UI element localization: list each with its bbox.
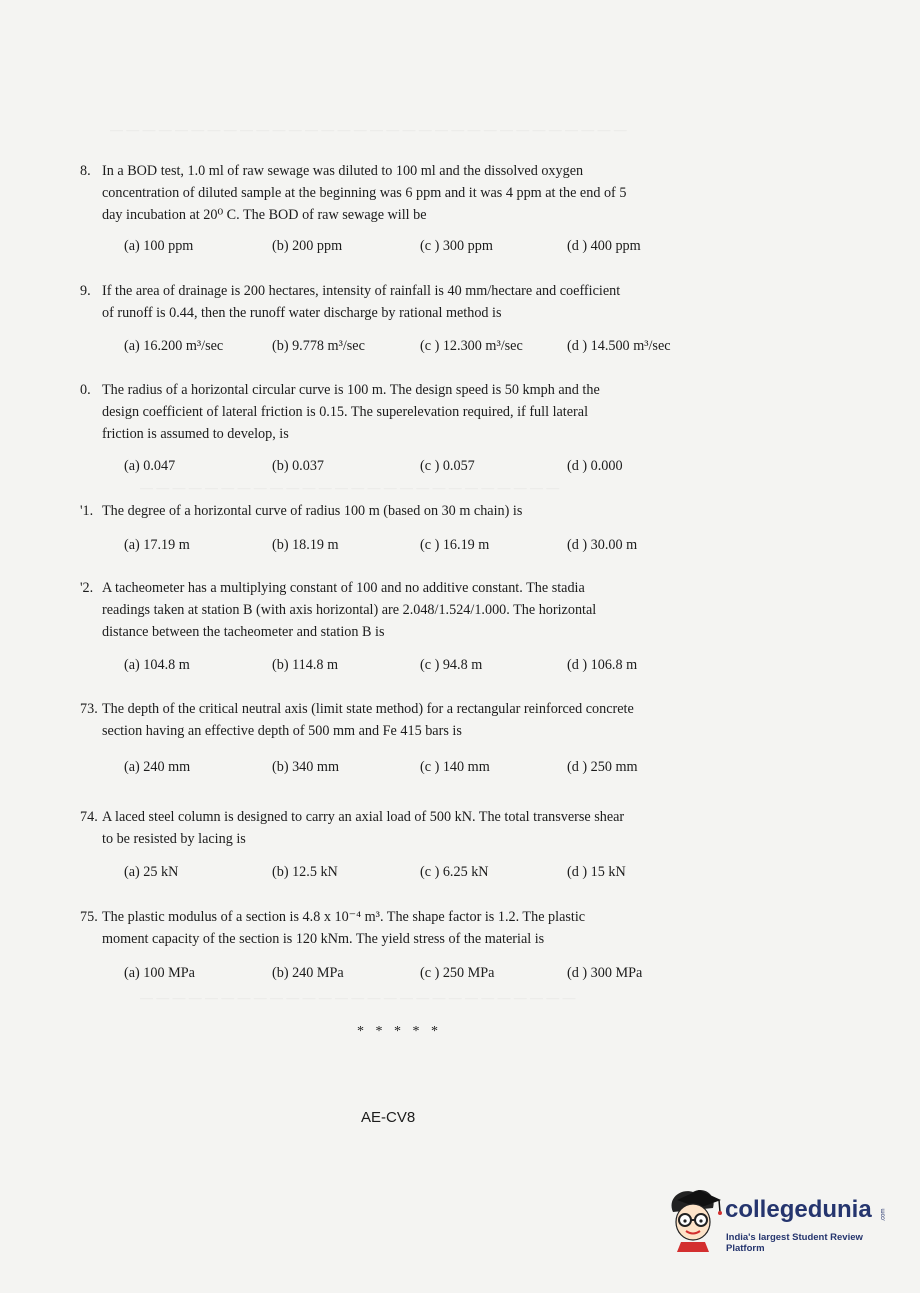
question-74 [80, 806, 720, 850]
question-text: A laced steel column is designed to carry an axial load of 500 kN. The total transverse shear [102, 809, 625, 825]
question-72 [80, 577, 720, 643]
question-text: The radius of a horizontal circular curve is 100 m. The design speed is 50 kmph and the [102, 382, 600, 398]
question-number: 8. [80, 163, 91, 179]
option-a[interactable]: (a) 25 kN [124, 864, 179, 880]
option-c[interactable]: (c ) 250 MPa [420, 965, 495, 981]
question-number: 75. [80, 909, 98, 925]
question-number: 0. [80, 382, 91, 398]
option-a[interactable]: (a) 100 ppm [124, 238, 194, 254]
logo-domain-suffix: .com [880, 1208, 887, 1222]
student-mascot-icon [663, 1186, 725, 1256]
option-d[interactable]: (d ) 300 MPa [567, 965, 643, 981]
question-text: of runoff is 0.44, then the runoff water discharge by rational method is [102, 305, 502, 321]
option-d[interactable]: (d ) 106.8 m [567, 657, 638, 673]
question-text: The depth of the critical neutral axis (limit state method) for a rectangular reinforced concrete [102, 701, 634, 717]
option-a[interactable]: (a) 17.19 m [124, 537, 190, 553]
option-d[interactable]: (d ) 0.000 [567, 458, 623, 474]
paper-code: AE-CV8 [361, 1109, 416, 1126]
option-c[interactable]: (c ) 0.057 [420, 458, 475, 474]
option-b[interactable]: (b) 9.778 m³/sec [272, 338, 365, 354]
question-number: '1. [80, 503, 94, 519]
collegedunia-logo[interactable] [663, 1186, 893, 1256]
question-text: A tacheometer has a multiplying constant of 100 and no additive constant. The stadia [102, 580, 585, 596]
option-b[interactable]: (b) 18.19 m [272, 537, 339, 553]
option-b[interactable]: (b) 0.037 [272, 458, 325, 474]
question-text: friction is assumed to develop, is [102, 426, 289, 442]
question-text: distance between the tacheometer and station B is [102, 624, 385, 640]
question-number: '2. [80, 580, 94, 596]
bleed-through-text: — — — — — — — — — — — — — — — — — — — — — — — — — — [140, 480, 560, 495]
option-d[interactable]: (d ) 30.00 m [567, 537, 638, 553]
bleed-through-text: — — — — — — — — — — — — — — — — — — — — — — — — — — — [140, 990, 576, 1005]
option-a[interactable]: (a) 104.8 m [124, 657, 190, 673]
option-b[interactable]: (b) 200 ppm [272, 238, 343, 254]
question-text: section having an effective depth of 500 mm and Fe 415 bars is [102, 723, 462, 739]
question-number: 9. [80, 283, 91, 299]
option-c[interactable]: (c ) 300 ppm [420, 238, 493, 254]
question-text: to be resisted by lacing is [102, 831, 246, 847]
question-text: If the area of drainage is 200 hectares, intensity of rainfall is 40 mm/hectare and coefficient [102, 283, 621, 299]
question-text: readings taken at station B (with axis horizontal) are 2.048/1.524/1.000. The horizontal [102, 602, 597, 618]
option-a[interactable]: (a) 100 MPa [124, 965, 195, 981]
option-b[interactable]: (b) 240 MPa [272, 965, 344, 981]
option-c[interactable]: (c ) 140 mm [420, 759, 490, 775]
option-c[interactable]: (c ) 16.19 m [420, 537, 490, 553]
option-b[interactable]: (b) 340 mm [272, 759, 339, 775]
question-text: The degree of a horizontal curve of radius 100 m (based on 30 m chain) is [102, 503, 523, 519]
question-text: day incubation at 20⁰ C. The BOD of raw sewage will be [102, 207, 427, 223]
option-c[interactable]: (c ) 94.8 m [420, 657, 483, 673]
option-d[interactable]: (d ) 14.500 m³/sec [567, 338, 671, 354]
logo-tagline: India's largest Student Review Platform [726, 1232, 863, 1254]
question-73 [80, 698, 720, 742]
option-b[interactable]: (b) 114.8 m [272, 657, 339, 673]
option-d[interactable]: (d ) 250 mm [567, 759, 638, 775]
option-c[interactable]: (c ) 12.300 m³/sec [420, 338, 523, 354]
question-75 [80, 906, 720, 950]
question-71 [80, 500, 720, 522]
question-8 [80, 160, 720, 226]
question-number: 73. [80, 701, 98, 717]
question-70 [80, 379, 720, 445]
logo-wordmark: collegedunia [725, 1196, 872, 1223]
question-text: design coefficient of lateral friction is 0.15. The superelevation required, if full lateral [102, 404, 589, 420]
option-a[interactable]: (a) 0.047 [124, 458, 176, 474]
option-d[interactable]: (d ) 15 kN [567, 864, 626, 880]
question-9 [80, 280, 720, 324]
option-a[interactable]: (a) 240 mm [124, 759, 191, 775]
option-c[interactable]: (c ) 6.25 kN [420, 864, 489, 880]
option-d[interactable]: (d ) 400 ppm [567, 238, 641, 254]
bleed-through-text: — — — — — — — — — — — — — — — — — — — — — — — — — — — — — — — — [110, 122, 627, 137]
question-number: 74. [80, 809, 98, 825]
option-b[interactable]: (b) 12.5 kN [272, 864, 338, 880]
question-text: moment capacity of the section is 120 kNm. The yield stress of the material is [102, 931, 545, 947]
option-a[interactable]: (a) 16.200 m³/sec [124, 338, 224, 354]
question-text: concentration of diluted sample at the beginning was 6 ppm and it was 4 ppm at the end of 5 [102, 185, 627, 201]
question-text: The plastic modulus of a section is 4.8 x 10⁻⁴ m³. The shape factor is 1.2. The plastic [102, 909, 586, 925]
end-marker: * * * * * [357, 1024, 442, 1039]
question-text: In a BOD test, 1.0 ml of raw sewage was diluted to 100 ml and the dissolved oxygen [102, 163, 584, 179]
